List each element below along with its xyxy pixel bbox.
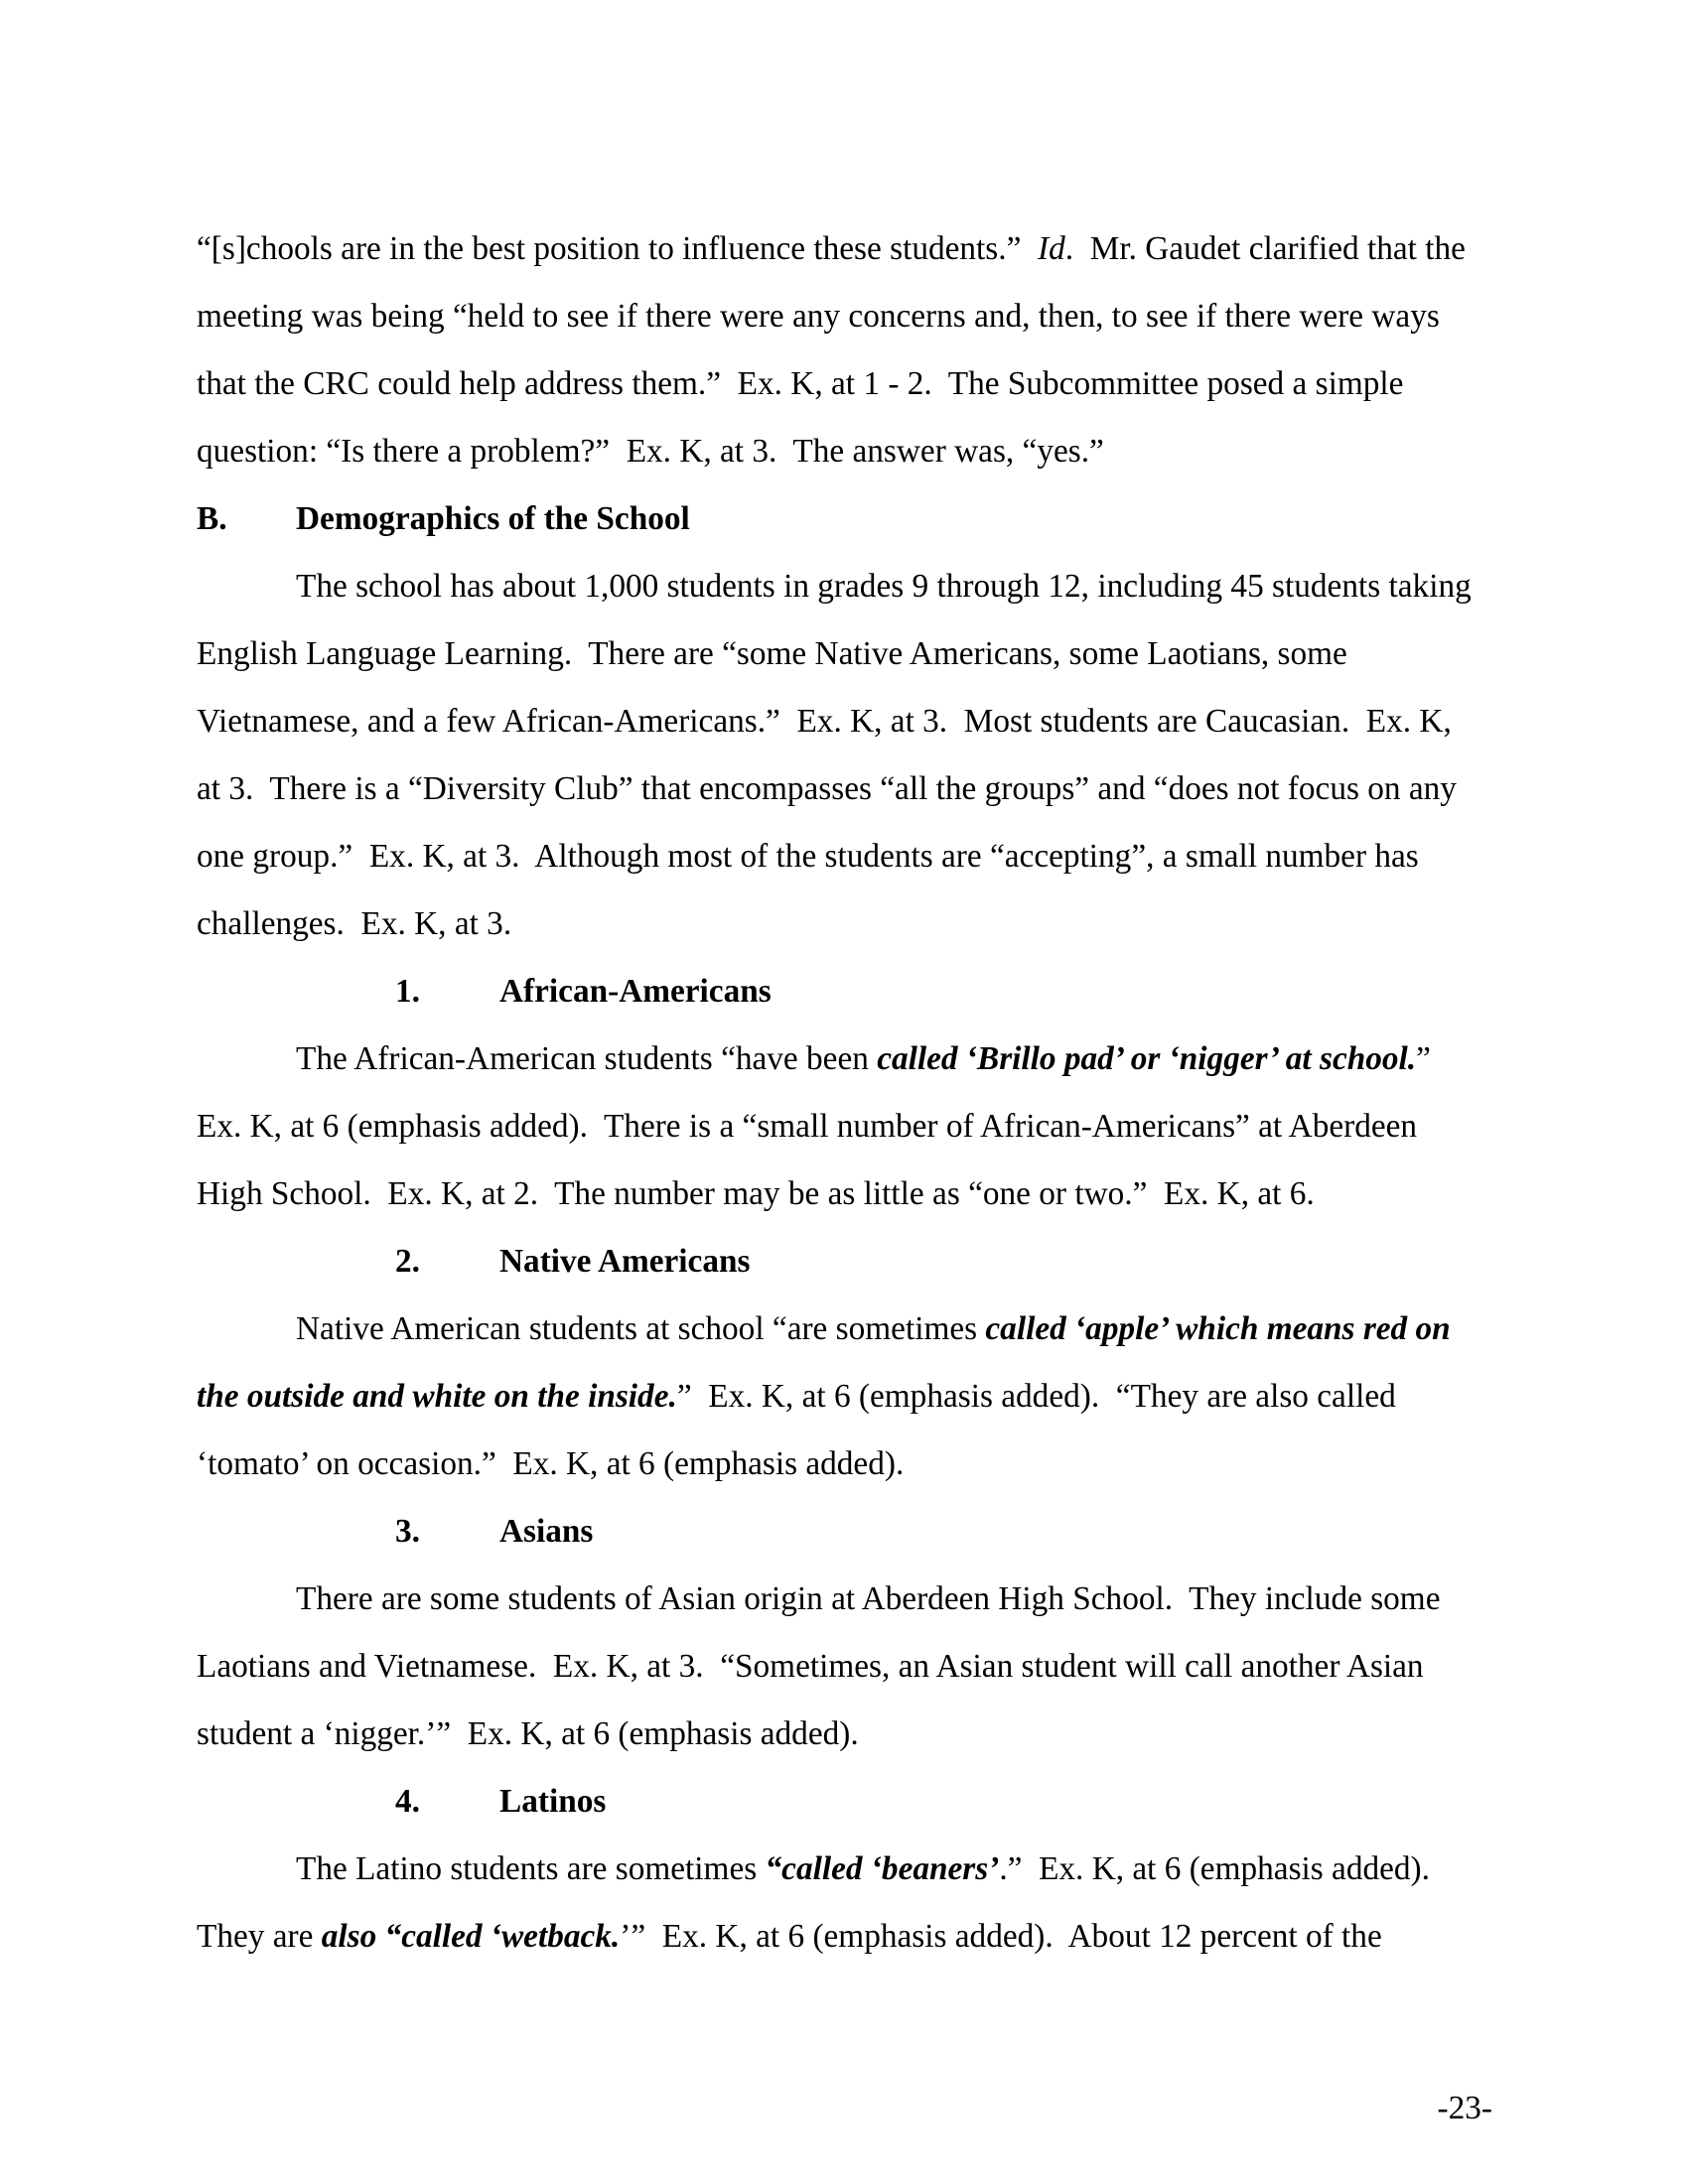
section-heading — [197, 958, 1497, 1025]
body-text: The Latino students are sometimes — [296, 1850, 766, 1887]
page-number: -23- — [1437, 2090, 1492, 2126]
document-body — [197, 215, 1497, 1971]
text-line — [197, 553, 1497, 620]
section-heading — [197, 1768, 1497, 1836]
body-text: “[s]chools are in the best position to influence these students.” — [197, 230, 1039, 267]
body-text: .” Ex. K, at 6 (emphasis added). — [999, 1850, 1430, 1887]
heading-label: Asians — [499, 1513, 594, 1550]
heading-label: African-Americans — [499, 973, 772, 1010]
body-text: ” Ex. K, at 6 (emphasis added). “They are also called — [676, 1378, 1396, 1415]
body-text: challenges. Ex. K, at 3. — [197, 905, 512, 942]
text-line — [197, 1431, 1497, 1498]
body-text: that the CRC could help address them.” Ex. K, at 1 - 2. The Subcommittee posed a simple — [197, 365, 1404, 402]
emphasized-text: also “called ‘wetback. — [321, 1918, 621, 1955]
text-line — [197, 1025, 1497, 1093]
text-line — [197, 1701, 1497, 1768]
body-text: There are some students of Asian origin at Aberdeen High School. They include some — [296, 1580, 1441, 1617]
body-text: Ex. K, at 6 (emphasis added). There is a “small number of African-Americans” at Aberdeen — [197, 1108, 1418, 1145]
body-text: ‘tomato’ on occasion.” Ex. K, at 6 (emphasis added). — [197, 1445, 905, 1482]
heading-label: Latinos — [499, 1783, 607, 1820]
section-heading — [197, 1228, 1497, 1296]
emphasized-text: “called ‘beaners’ — [765, 1850, 1000, 1887]
text-line — [197, 755, 1497, 823]
emphasized-text: called ‘apple’ which means red on — [985, 1310, 1451, 1347]
body-text: ’” Ex. K, at 6 (emphasis added). About 12 percent of the — [620, 1918, 1382, 1955]
text-line — [197, 350, 1497, 418]
body-text: English Language Learning. There are “some Native Americans, some Laotians, some — [197, 635, 1347, 672]
body-text: High School. Ex. K, at 2. The number may be as little as “one or two.” Ex. K, at 6. — [197, 1175, 1315, 1212]
body-text: The school has about 1,000 students in grades 9 through 12, including 45 students taking — [296, 568, 1472, 605]
body-text: one group.” Ex. K, at 3. Although most of the students are “accepting”, a small number has — [197, 838, 1419, 875]
text-line — [197, 1566, 1497, 1633]
body-text: question: “Is there a problem?” Ex. K, at 3. The answer was, “yes.” — [197, 433, 1104, 470]
heading-label: Native Americans — [499, 1243, 751, 1280]
text-line — [197, 688, 1497, 755]
text-line — [197, 215, 1497, 283]
body-text: . Mr. Gaudet clarified that the — [1064, 230, 1466, 267]
body-text: meeting was being “held to see if there were any concerns and, then, to see if there were ways — [197, 298, 1440, 335]
text-line — [197, 1363, 1497, 1431]
text-line — [197, 418, 1497, 485]
text-line — [197, 1836, 1497, 1903]
text-line — [197, 1903, 1497, 1971]
body-text: They are — [197, 1918, 322, 1955]
text-line — [197, 1093, 1497, 1160]
text-line — [197, 1160, 1497, 1228]
section-heading — [197, 1498, 1497, 1566]
italic-text: Id — [1038, 230, 1065, 267]
body-text: Vietnamese, and a few African-Americans.” Ex. K, at 3. Most students are Caucasian. Ex. K, — [197, 703, 1452, 740]
body-text: Laotians and Vietnamese. Ex. K, at 3. “Sometimes, an Asian student will call another Asian — [197, 1648, 1424, 1685]
heading-number: 3. — [395, 1513, 420, 1550]
heading-number: 4. — [395, 1783, 420, 1820]
text-line — [197, 1633, 1497, 1701]
heading-label: Demographics of the School — [296, 500, 690, 537]
body-text: at 3. There is a “Diversity Club” that encompasses “all the groups” and “does not focus on any — [197, 770, 1457, 807]
section-heading — [197, 485, 1497, 553]
heading-number: 1. — [395, 973, 420, 1010]
text-line — [197, 620, 1497, 688]
emphasized-text: called ‘Brillo pad’ or ‘nigger’ at school. — [877, 1040, 1417, 1077]
heading-number: 2. — [395, 1243, 420, 1280]
text-line — [197, 283, 1497, 350]
body-text: student a ‘nigger.’” Ex. K, at 6 (emphasis added). — [197, 1715, 859, 1752]
heading-number: B. — [197, 500, 227, 537]
body-text: ” — [1416, 1040, 1431, 1077]
emphasized-text: the outside and white on the inside. — [197, 1378, 677, 1415]
text-line — [197, 823, 1497, 890]
body-text: Native American students at school “are sometimes — [296, 1310, 986, 1347]
body-text: The African-American students “have been — [296, 1040, 878, 1077]
text-line — [197, 890, 1497, 958]
text-line — [197, 1296, 1497, 1363]
